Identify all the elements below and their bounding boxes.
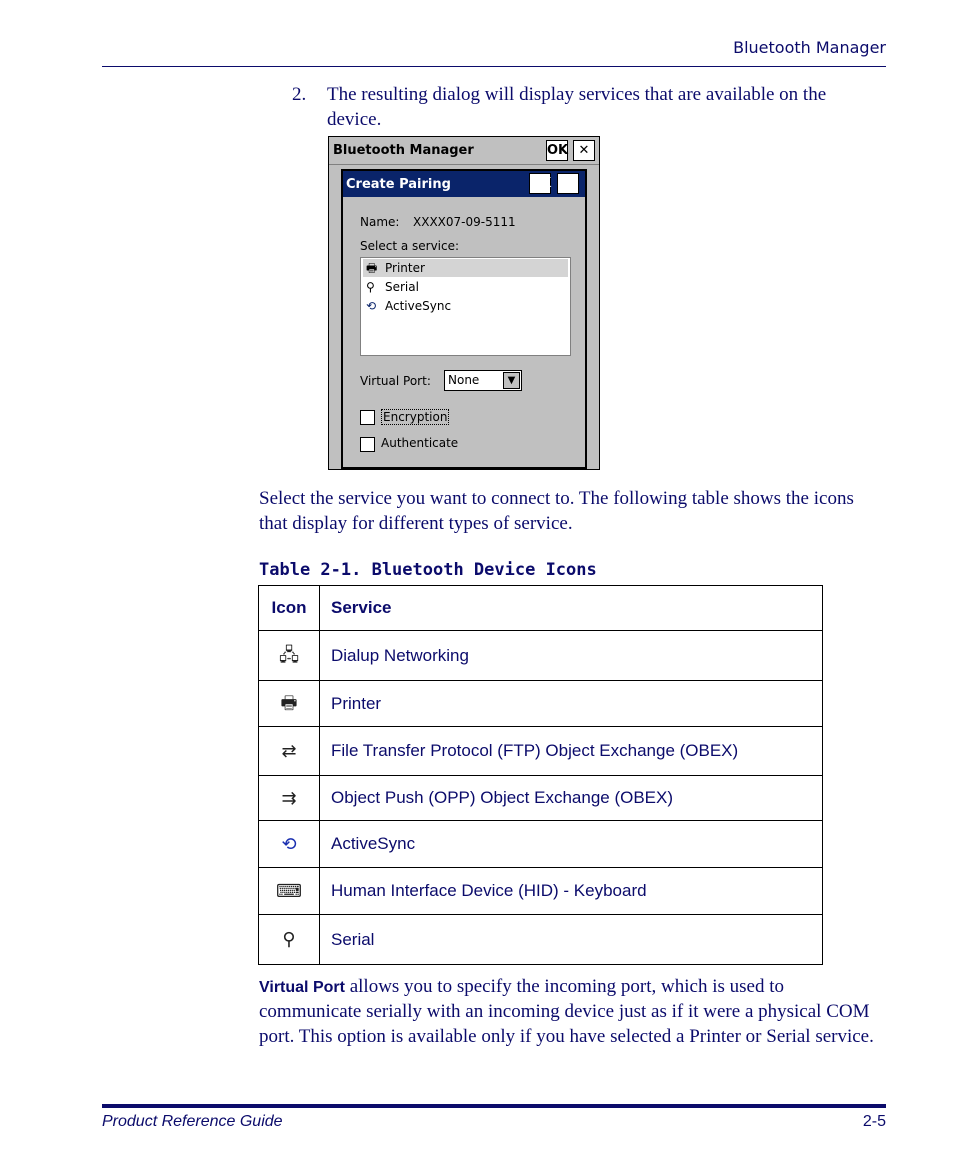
outer-window-title: Bluetooth Manager (333, 143, 474, 158)
table-row (259, 631, 823, 681)
virtual-port-term: Virtual Port (259, 979, 345, 996)
inner-ok-button[interactable]: OK (529, 173, 551, 194)
header-icon: Icon (259, 586, 320, 631)
service-cell: Object Push (OPP) Object Exchange (OBEX) (320, 776, 823, 821)
service-cell: Serial (320, 915, 823, 965)
opp-obex-icon: ⇉ (281, 787, 297, 808)
outer-close-button[interactable]: ✕ (573, 140, 595, 161)
outer-ok-button[interactable]: OK (546, 140, 568, 161)
virtual-port-value: None (448, 373, 480, 387)
name-label: Name: (360, 215, 400, 229)
service-item-activesync[interactable] (363, 297, 568, 315)
running-header: Bluetooth Manager (733, 38, 886, 57)
table-row (259, 915, 823, 965)
printer-icon: 🖶 (280, 693, 298, 713)
dialog-screenshot (328, 136, 600, 470)
table-row (259, 821, 823, 868)
inner-title-bar (343, 171, 585, 197)
virtual-port-label: Virtual Port: (360, 374, 431, 388)
authenticate-checkbox[interactable] (360, 437, 375, 452)
page-number: 2-5 (862, 1113, 886, 1130)
virtual-port-text: allows you to specify the incoming port, which is used to communicate serially with an incoming device just as if it were a physical COM port. This option is available only if you have selected a Printer or Serial service. (259, 976, 874, 1047)
inner-window-title: Create Pairing (346, 177, 451, 192)
ftp-obex-icon: ⇄ (281, 740, 297, 761)
activesync-icon: ⟲ (366, 299, 377, 313)
header-rule (102, 66, 886, 67)
create-pairing-dialog (341, 169, 587, 469)
footer-guide-title: Product Reference Guide (102, 1113, 283, 1130)
service-cell: Human Interface Device (HID) - Keyboard (320, 868, 823, 915)
keyboard-icon: ⌨ (276, 880, 302, 901)
encryption-checkbox[interactable] (360, 410, 375, 425)
service-item-label: Printer (385, 261, 425, 275)
chevron-down-icon[interactable]: ▼ (503, 372, 520, 389)
table-row (259, 681, 823, 727)
service-cell: Printer (320, 681, 823, 727)
virtual-port-paragraph (259, 974, 887, 1049)
service-list[interactable] (360, 257, 571, 356)
authenticate-label[interactable]: Authenticate (381, 436, 459, 450)
table-row (259, 776, 823, 821)
table-caption: Table 2-1. Bluetooth Device Icons (259, 560, 597, 580)
bluetooth-icons-table (258, 585, 823, 965)
table-header-row (259, 586, 823, 631)
table-row (259, 868, 823, 915)
inner-close-button[interactable]: ✕ (557, 173, 579, 194)
serial-icon: ⚲ (282, 929, 296, 949)
table-row (259, 727, 823, 776)
service-item-label: ActiveSync (385, 299, 452, 313)
step-number: 2. (292, 84, 307, 105)
header-service: Service (320, 586, 823, 631)
dialup-networking-icon: 🖧 (278, 645, 300, 665)
service-cell: ActiveSync (320, 821, 823, 868)
intro-paragraph: Select the service you want to connect to. The following table shows the icons that display for different types of service. (259, 488, 854, 534)
step-text: The resulting dialog will display services that are available on the device. (327, 84, 827, 130)
service-item-label: Serial (385, 280, 419, 294)
footer-rule (102, 1104, 886, 1108)
activesync-icon: ⟲ (281, 833, 297, 854)
encryption-label[interactable]: Encryption (383, 410, 448, 424)
service-cell: File Transfer Protocol (FTP) Object Exchange (OBEX) (320, 727, 823, 776)
outer-title-bar (329, 137, 599, 165)
service-item-printer[interactable] (363, 259, 568, 277)
device-name: XXXX07-09-5111 (413, 215, 516, 229)
service-cell: Dialup Networking (320, 631, 823, 681)
printer-icon: 🖶 (366, 261, 378, 275)
service-item-serial[interactable] (363, 278, 568, 296)
serial-icon: ⚲ (366, 280, 375, 294)
virtual-port-dropdown[interactable] (444, 370, 522, 391)
select-service-label: Select a service: (360, 239, 460, 253)
